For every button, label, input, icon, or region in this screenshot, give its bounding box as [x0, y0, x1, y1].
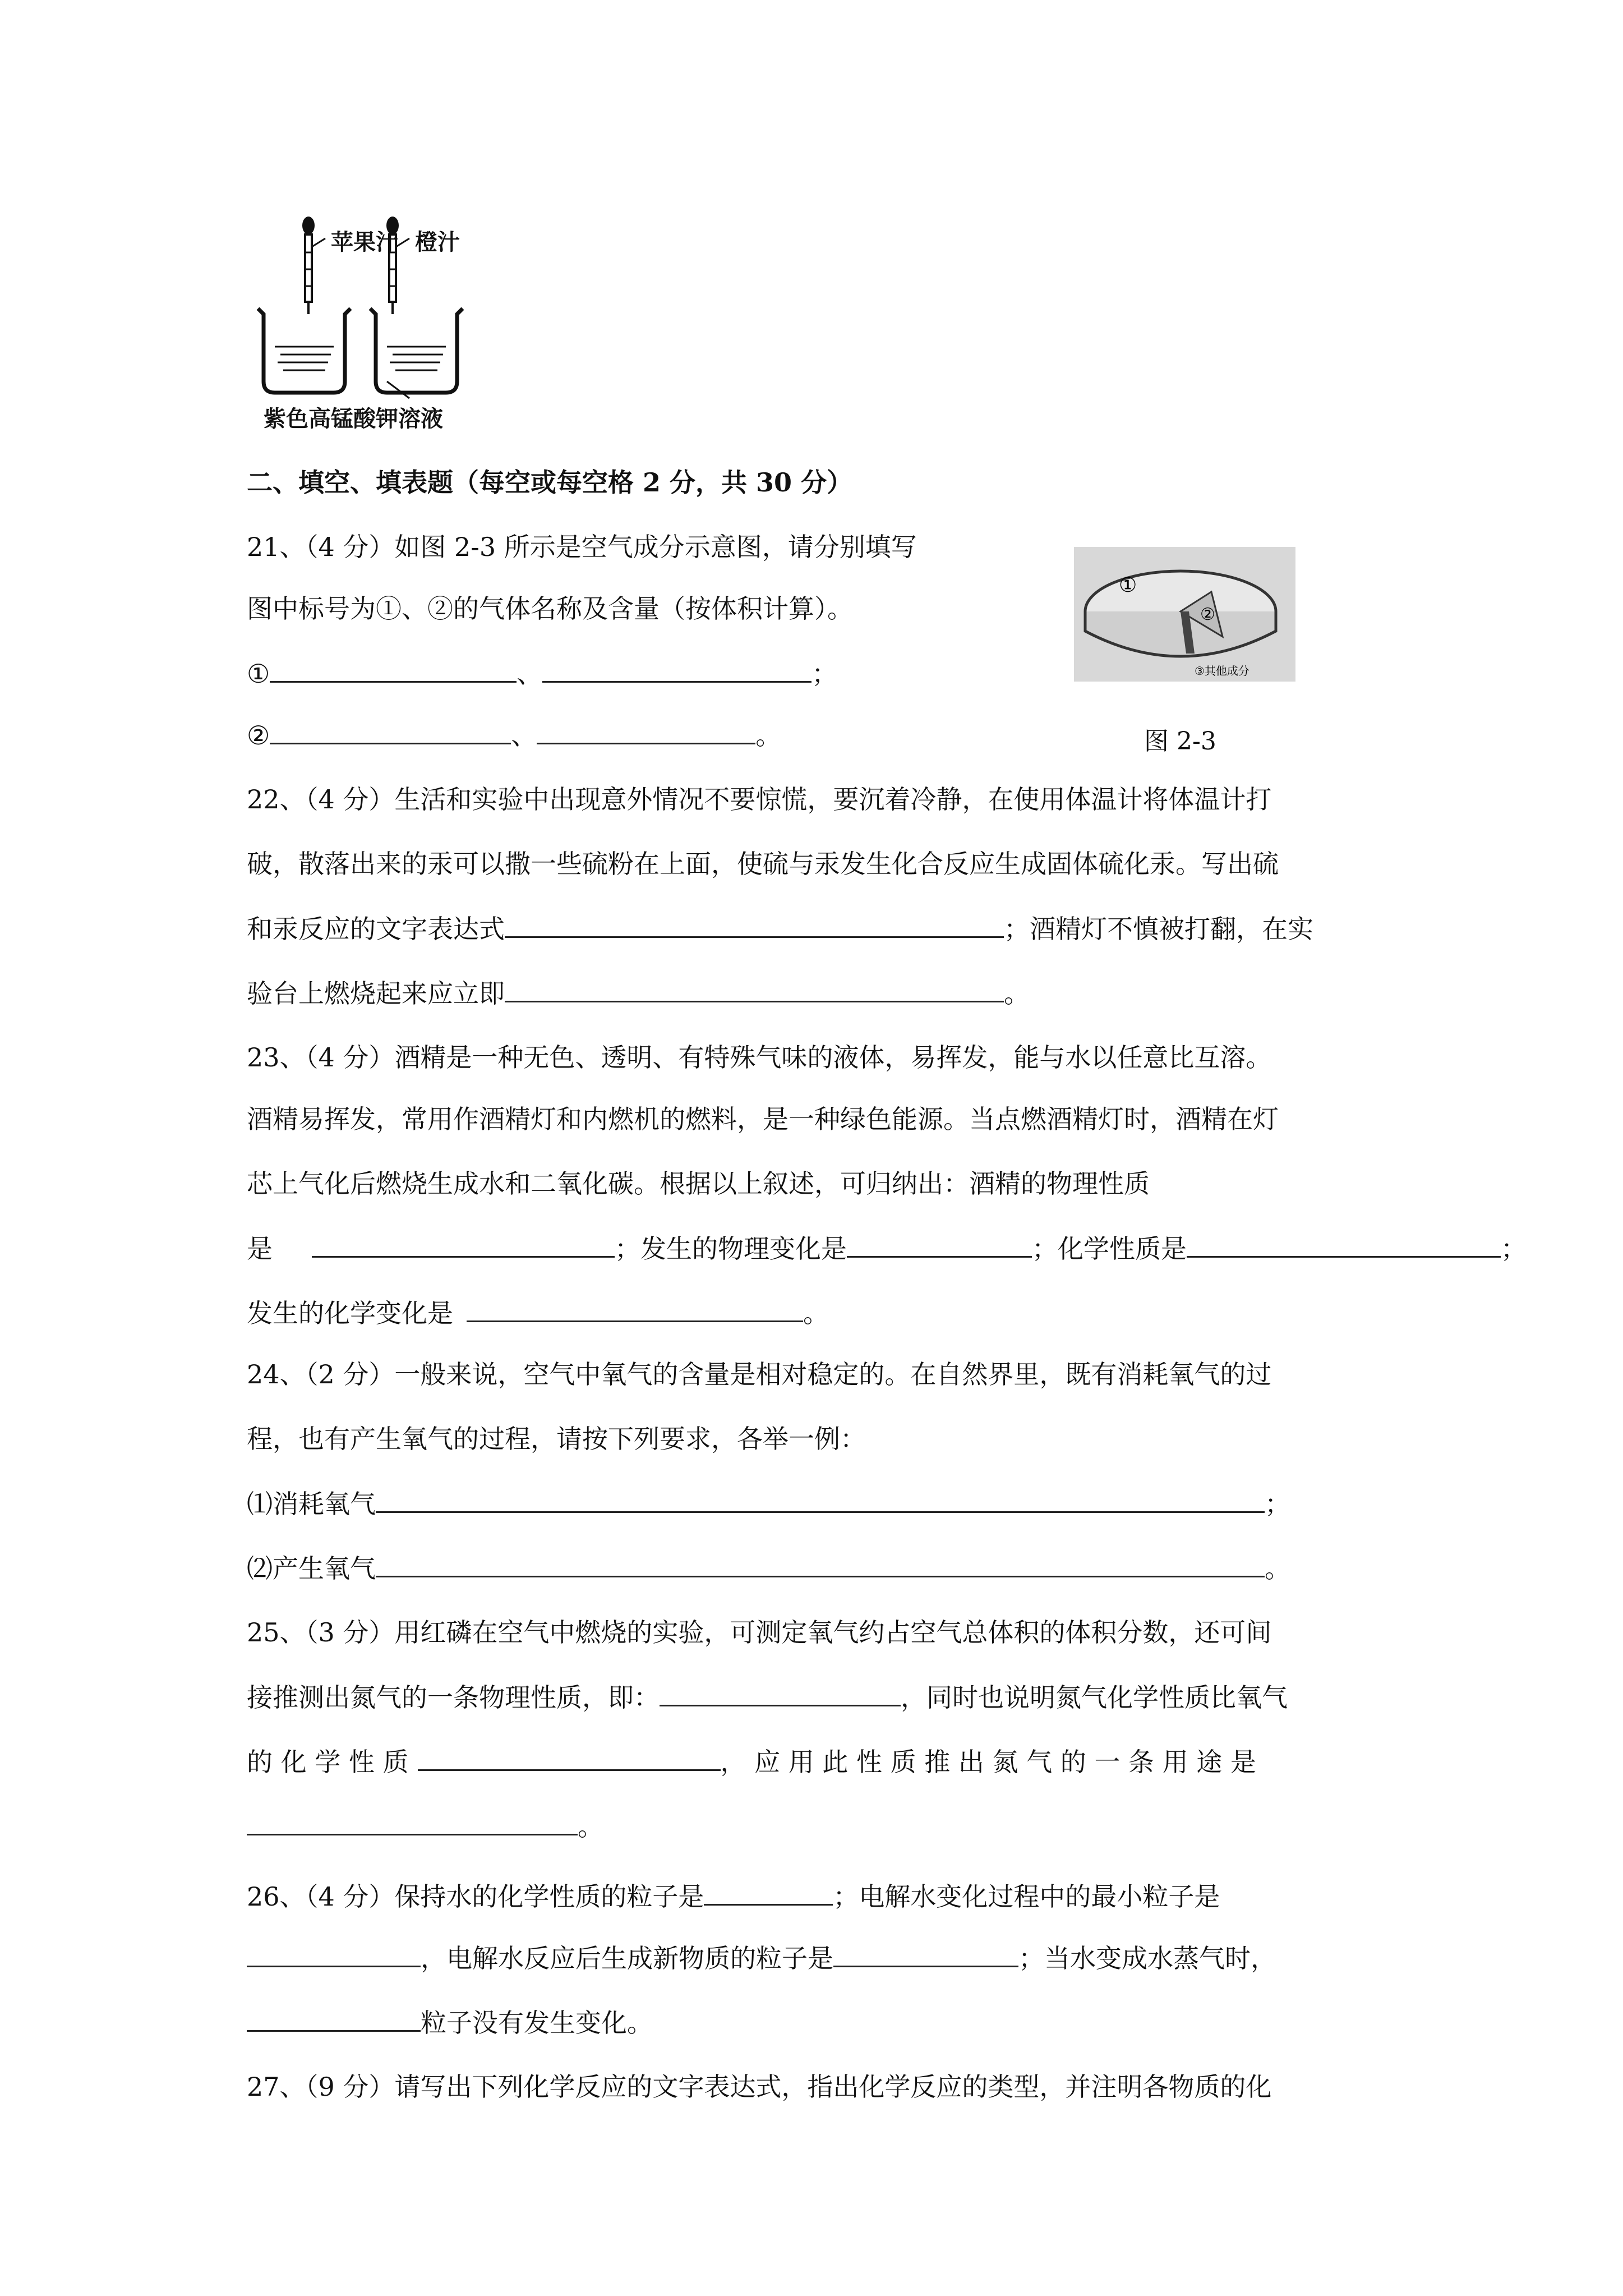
figure-2-3-caption: 图 2-3: [1144, 727, 1216, 756]
q23-line5-a: 发生的化学变化是: [247, 1298, 453, 1328]
q23-line4-a: 是: [247, 1234, 273, 1264]
q25-line4-end: 。: [578, 1811, 603, 1842]
q22-blank-action[interactable]: [505, 976, 1004, 1002]
q24-line1: 24、（2 分）一般来说，空气中氧气的含量是相对稳定的。在自然界里，既有消耗氧气的过: [247, 1359, 1272, 1389]
q22-line1: 22、（4 分）生活和实验中出现意外情况不要惊慌，要沉着冷静，在使用体温计将体温计打: [247, 784, 1272, 815]
q25-line3-b: ， 应 用 此 性 质 推 出 氮 气 的 一 条 用 途 是: [720, 1747, 1256, 1777]
q25-line3-a: 的 化 学 性 质: [247, 1747, 409, 1777]
q26-blank-water-particle[interactable]: [704, 1879, 833, 1906]
q23-line4-c: ；化学性质是: [1032, 1234, 1187, 1264]
q24-item1-end: ；: [1265, 1489, 1290, 1519]
q21-sep1: 、: [517, 659, 543, 689]
q22-line3-text: 和汞反应的文字表达式: [247, 914, 505, 944]
dropper-apple-juice: [302, 217, 325, 314]
q25-line3: [247, 1745, 1256, 1779]
q23-line4-d: ；: [1501, 1234, 1527, 1264]
q23-line2: 酒精易挥发，常用作酒精灯和内燃机的燃料，是一种绿色能源。当点燃酒精灯时，酒精在灯: [247, 1104, 1279, 1134]
q23-blank-chemical-change[interactable]: [467, 1296, 803, 1322]
q21-answer-row2: [247, 718, 781, 752]
q25-blank-chemical-property[interactable]: [418, 1745, 721, 1771]
q25-line2: [247, 1680, 1288, 1714]
q23-blank-physical-change[interactable]: [847, 1231, 1032, 1258]
q22-line4-end: 。: [1004, 978, 1030, 1009]
section-title: 二、填空、填表题（每空或每空格 2 分，共 30 分）: [247, 467, 853, 498]
q26-line1-a: 26、（4 分）保持水的化学性质的粒子是: [247, 1881, 704, 1912]
q22-line4-text: 验台上燃烧起来应立即: [247, 978, 505, 1009]
q21-end2: 。: [755, 720, 782, 751]
beaker-left: [258, 309, 351, 393]
label-orange-juice: 橙汁: [415, 229, 460, 255]
q24-blank-produce-oxygen[interactable]: [376, 1551, 1265, 1577]
q25-blank-use[interactable]: [247, 1809, 578, 1835]
q24-item2-label: ⑵产生氧气: [247, 1553, 376, 1584]
q26-blank-new-particle[interactable]: [833, 1941, 1018, 1967]
pie-label-2: ②: [1200, 605, 1215, 624]
q25-blank-physical-property[interactable]: [660, 1680, 901, 1706]
q24-item1-label: ⑴消耗氧气: [247, 1489, 376, 1519]
q26-line2-c: ；当水变成水蒸气时，: [1018, 1943, 1276, 1973]
q25-line2-b: ，同时也说明氮气化学性质比氧气: [901, 1682, 1288, 1713]
q23-line4-b: ；发生的物理变化是: [615, 1234, 847, 1264]
pie-label-1: ①: [1119, 574, 1137, 597]
q22-line2: 破，散落出来的汞可以撒一些硫粉在上面，使硫与汞发生化合反应生成固体硫化汞。写出硫: [247, 849, 1279, 879]
q23-line5-b: 。: [803, 1298, 829, 1328]
q26-line2: [247, 1941, 1276, 1975]
q26-line1: [247, 1879, 1220, 1913]
q23-blank-chemical-property[interactable]: [1187, 1231, 1501, 1258]
q23-line1: 23、（4 分）酒精是一种无色、透明、有特殊气味的液体，易挥发，能与水以任意比互溶。: [247, 1042, 1272, 1073]
q21-answer-row1: [247, 656, 837, 691]
q27-line1: 27、（9 分）请写出下列化学反应的文字表达式，指出化学反应的类型，并注明各物质的化: [247, 2072, 1272, 2102]
q21-line2: 图中标号为①、②的气体名称及含量（按体积计算）。: [247, 593, 853, 624]
q23-line5: [247, 1296, 829, 1330]
q24-item1: [247, 1487, 1290, 1521]
q26-line3-b: 粒子没有发生变化。: [421, 2008, 653, 2038]
q26-line3: [247, 2005, 653, 2040]
q21-blank-gas1-name[interactable]: [270, 656, 517, 683]
q21-mark2: ②: [247, 720, 270, 751]
q25-line4: [247, 1809, 603, 1843]
q21-mark1: ①: [247, 659, 270, 689]
q25-line1: 25、（3 分）用红磷在空气中燃烧的实验，可测定氧气约占空气总体积的体积分数，还可间: [247, 1617, 1272, 1648]
q26-blank-unchanged-particle[interactable]: [247, 2005, 421, 2032]
q24-blank-consume-oxygen[interactable]: [376, 1487, 1265, 1513]
q26-line1-b: ；电解水变化过程中的最小粒子是: [833, 1881, 1220, 1912]
beaker-right: [370, 309, 463, 398]
q26-line2-b: ，电解水反应后生成新物质的粒子是: [421, 1943, 833, 1973]
q21-blank-gas1-content[interactable]: [542, 656, 811, 683]
air-composition-figure: [1074, 547, 1295, 682]
q22-line4: [247, 976, 1030, 1010]
q21-sep2: 、: [511, 720, 537, 751]
label-apple-juice: 苹果汁: [331, 229, 398, 255]
q24-line2: 程，也有产生氧气的过程，请按下列要求，各举一例：: [247, 1424, 866, 1454]
q21-line1: 21、（4 分）如图 2-3 所示是空气成分示意图，请分别填写: [247, 532, 917, 562]
pie-label-3: ③其他成分: [1195, 664, 1249, 678]
q22-blank-equation[interactable]: [505, 912, 1004, 938]
q23-line3: 芯上气化后燃烧生成水和二氧化碳。根据以上叙述，可归纳出：酒精的物理性质: [247, 1168, 1150, 1199]
q22-line3-text-b: ；酒精灯不慎被打翻，在实: [1004, 914, 1313, 944]
q24-item2-end: 。: [1265, 1553, 1290, 1584]
q21-blank-gas2-content[interactable]: [537, 718, 755, 744]
q23-line4: [247, 1231, 1527, 1266]
q26-blank-smallest-particle[interactable]: [247, 1941, 421, 1967]
q23-blank-physical-property[interactable]: [312, 1231, 615, 1258]
q21-end1: ；: [811, 659, 838, 689]
label-potassium-permanganate: 紫色高锰酸钾溶液: [264, 406, 443, 432]
q24-item2: [247, 1551, 1290, 1585]
q22-line3: [247, 912, 1313, 946]
q21-blank-gas2-name[interactable]: [270, 718, 511, 744]
q25-line2-a: 接推测出氮气的一条物理性质，即：: [247, 1682, 660, 1713]
